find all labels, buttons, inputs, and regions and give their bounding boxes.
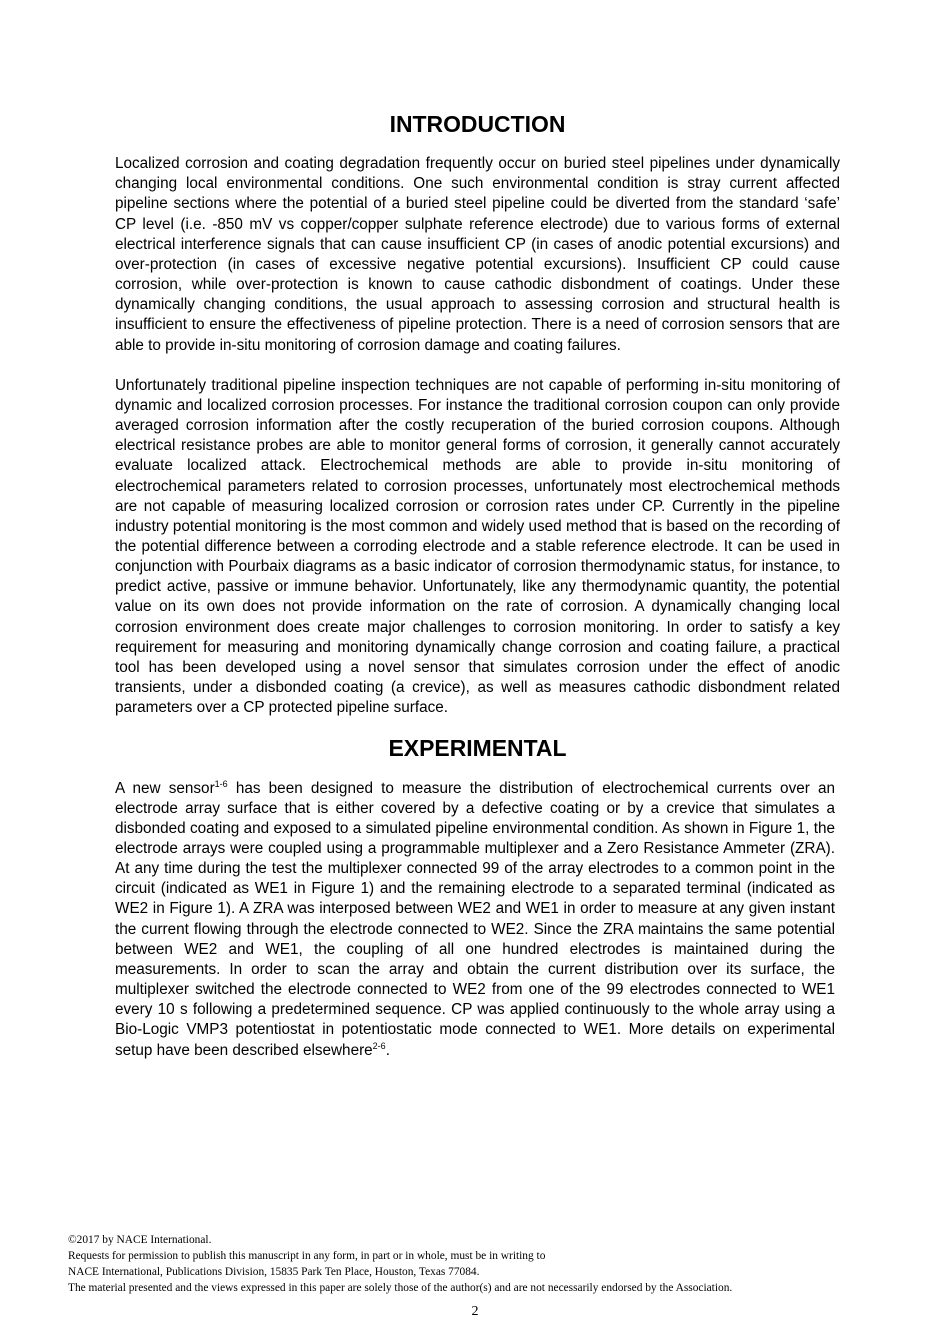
main-text-column <box>115 111 840 1061</box>
introduction-paragraph-2: Unfortunately traditional pipeline inspection techniques are not capable of performing in-situ monitoring of dynamic and localized corrosion processes. For instance the traditional corrosion coupon can only provide averaged corrosion information after the costly recuperation of the buried corrosion coupons. Although electrical resistance probes are able to monitor general forms of corrosion, it generally cannot accurately evaluate localized attack. Electrochemical methods are able to provide in-situ monitoring of electrochemical parameters related to corrosion processes, unfortunately most electrochemical methods are not capable of measuring localized corrosion or corrosion rates under CP. Currently in the pipeline industry potential monitoring is the most common and widely used method that is based on the recording of the potential difference between a corroding electrode and a stable reference electrode. It can be used in conjunction with Pourbaix diagrams as a basic indicator of corrosion thermodynamic status, for instance, to predict active, passive or immune behavior. Unfortunately, like any thermodynamic quantity, the potential value on its own does not provide information on the rate of corrosion. A dynamically changing local corrosion environment does create major challenges to corrosion monitoring. In order to satisfy a key requirement for measuring and monitoring dynamically change corrosion and coating failure, a practical tool has been developed using a novel sensor that simulates corrosion under the effect of anodic transients, under a disbonded coating (a crevice), as well as measures cathodic disbondment related parameters over a CP protected pipeline surface. <box>115 376 840 717</box>
copyright-footer <box>68 1232 888 1296</box>
experimental-paragraph-lead: A new sensor <box>115 779 215 797</box>
footer-disclaimer: The material presented and the views expressed in this paper are solely those of the author(s) and are not necessarily endorsed by the Association. <box>68 1282 733 1294</box>
experimental-heading: EXPERIMENTAL <box>388 735 567 762</box>
citation-superscript-1-6: 1-6 <box>214 778 228 789</box>
experimental-paragraph-end: . <box>385 1041 390 1059</box>
experimental-paragraph-body: has been designed to measure the distribution of electrochemical currents over an electrode array surface that is either covered by a defective coating or by a crevice that simulates a disbonded coating and exposed to a simulated pipeline environmental condition. As shown in Figure 1, the electrode arrays were coupled using a programmable multiplexer and a Zero Resistance Ammeter (ZRA). At any time during the test the multiplexer connected 99 of the array electrodes to a common point in the circuit (indicated as WE1 in Figure 1) and the remaining electrode to a separated terminal (indicated as WE2 in Figure 1). A ZRA was interposed between WE2 and WE1 in order to measure at any given instant the current flowing through the electrode connected to WE2. Since the ZRA maintains the same potential between WE2 and WE1, the coupling of all one hundred electrodes is maintained during the measurements. In order to scan the array and obtain the current distribution over its surface, the multiplexer switched the electrode connected to WE2 from one of the 99 electrodes connected to WE1 every 10 s following a predetermined sequence. CP was applied continuously to the whole array using a Bio-Logic VMP3 potentiostat in potentiostatic mode connected to WE1. More details on experimental setup have been described elsewhere <box>115 779 835 1059</box>
footer-copyright: ©2017 by NACE International. <box>68 1234 212 1246</box>
footer-address: NACE International, Publications Division, 15835 Park Ten Place, Houston, Texas 77084. <box>68 1266 480 1278</box>
introduction-paragraph-1: Localized corrosion and coating degradation frequently occur on buried steel pipelines under dynamically changing local environmental conditions. One such environmental condition is stray current affected pipeline sections where the potential of a buried steel pipeline could be diverted from the standard ‘safe’ CP level (i.e. -850 mV vs copper/copper sulphate reference electrode) due to various forms of external electrical interference signals that can cause insufficient CP (in cases of anodic potential excursions) and over-protection (in cases of excessive negative potential excursions). Insufficient CP could cause corrosion, while over-protection is known to cause cathodic disbondment of coatings. Under these dynamically changing conditions, the usual approach to assessing corrosion and structural health is insufficient to ensure the effectiveness of pipeline protection. There is a need of corrosion sensors that are able to provide in-situ monitoring of corrosion damage and coating failures. <box>115 155 840 354</box>
footer-permission: Requests for permission to publish this manuscript in any form, in part or in whole, must be in writing to <box>68 1250 546 1262</box>
citation-superscript-2-6: 2-6 <box>372 1040 386 1051</box>
experimental-paragraph <box>115 779 835 1061</box>
page-number: 2 <box>471 1304 479 1319</box>
introduction-heading: INTRODUCTION <box>389 111 566 137</box>
